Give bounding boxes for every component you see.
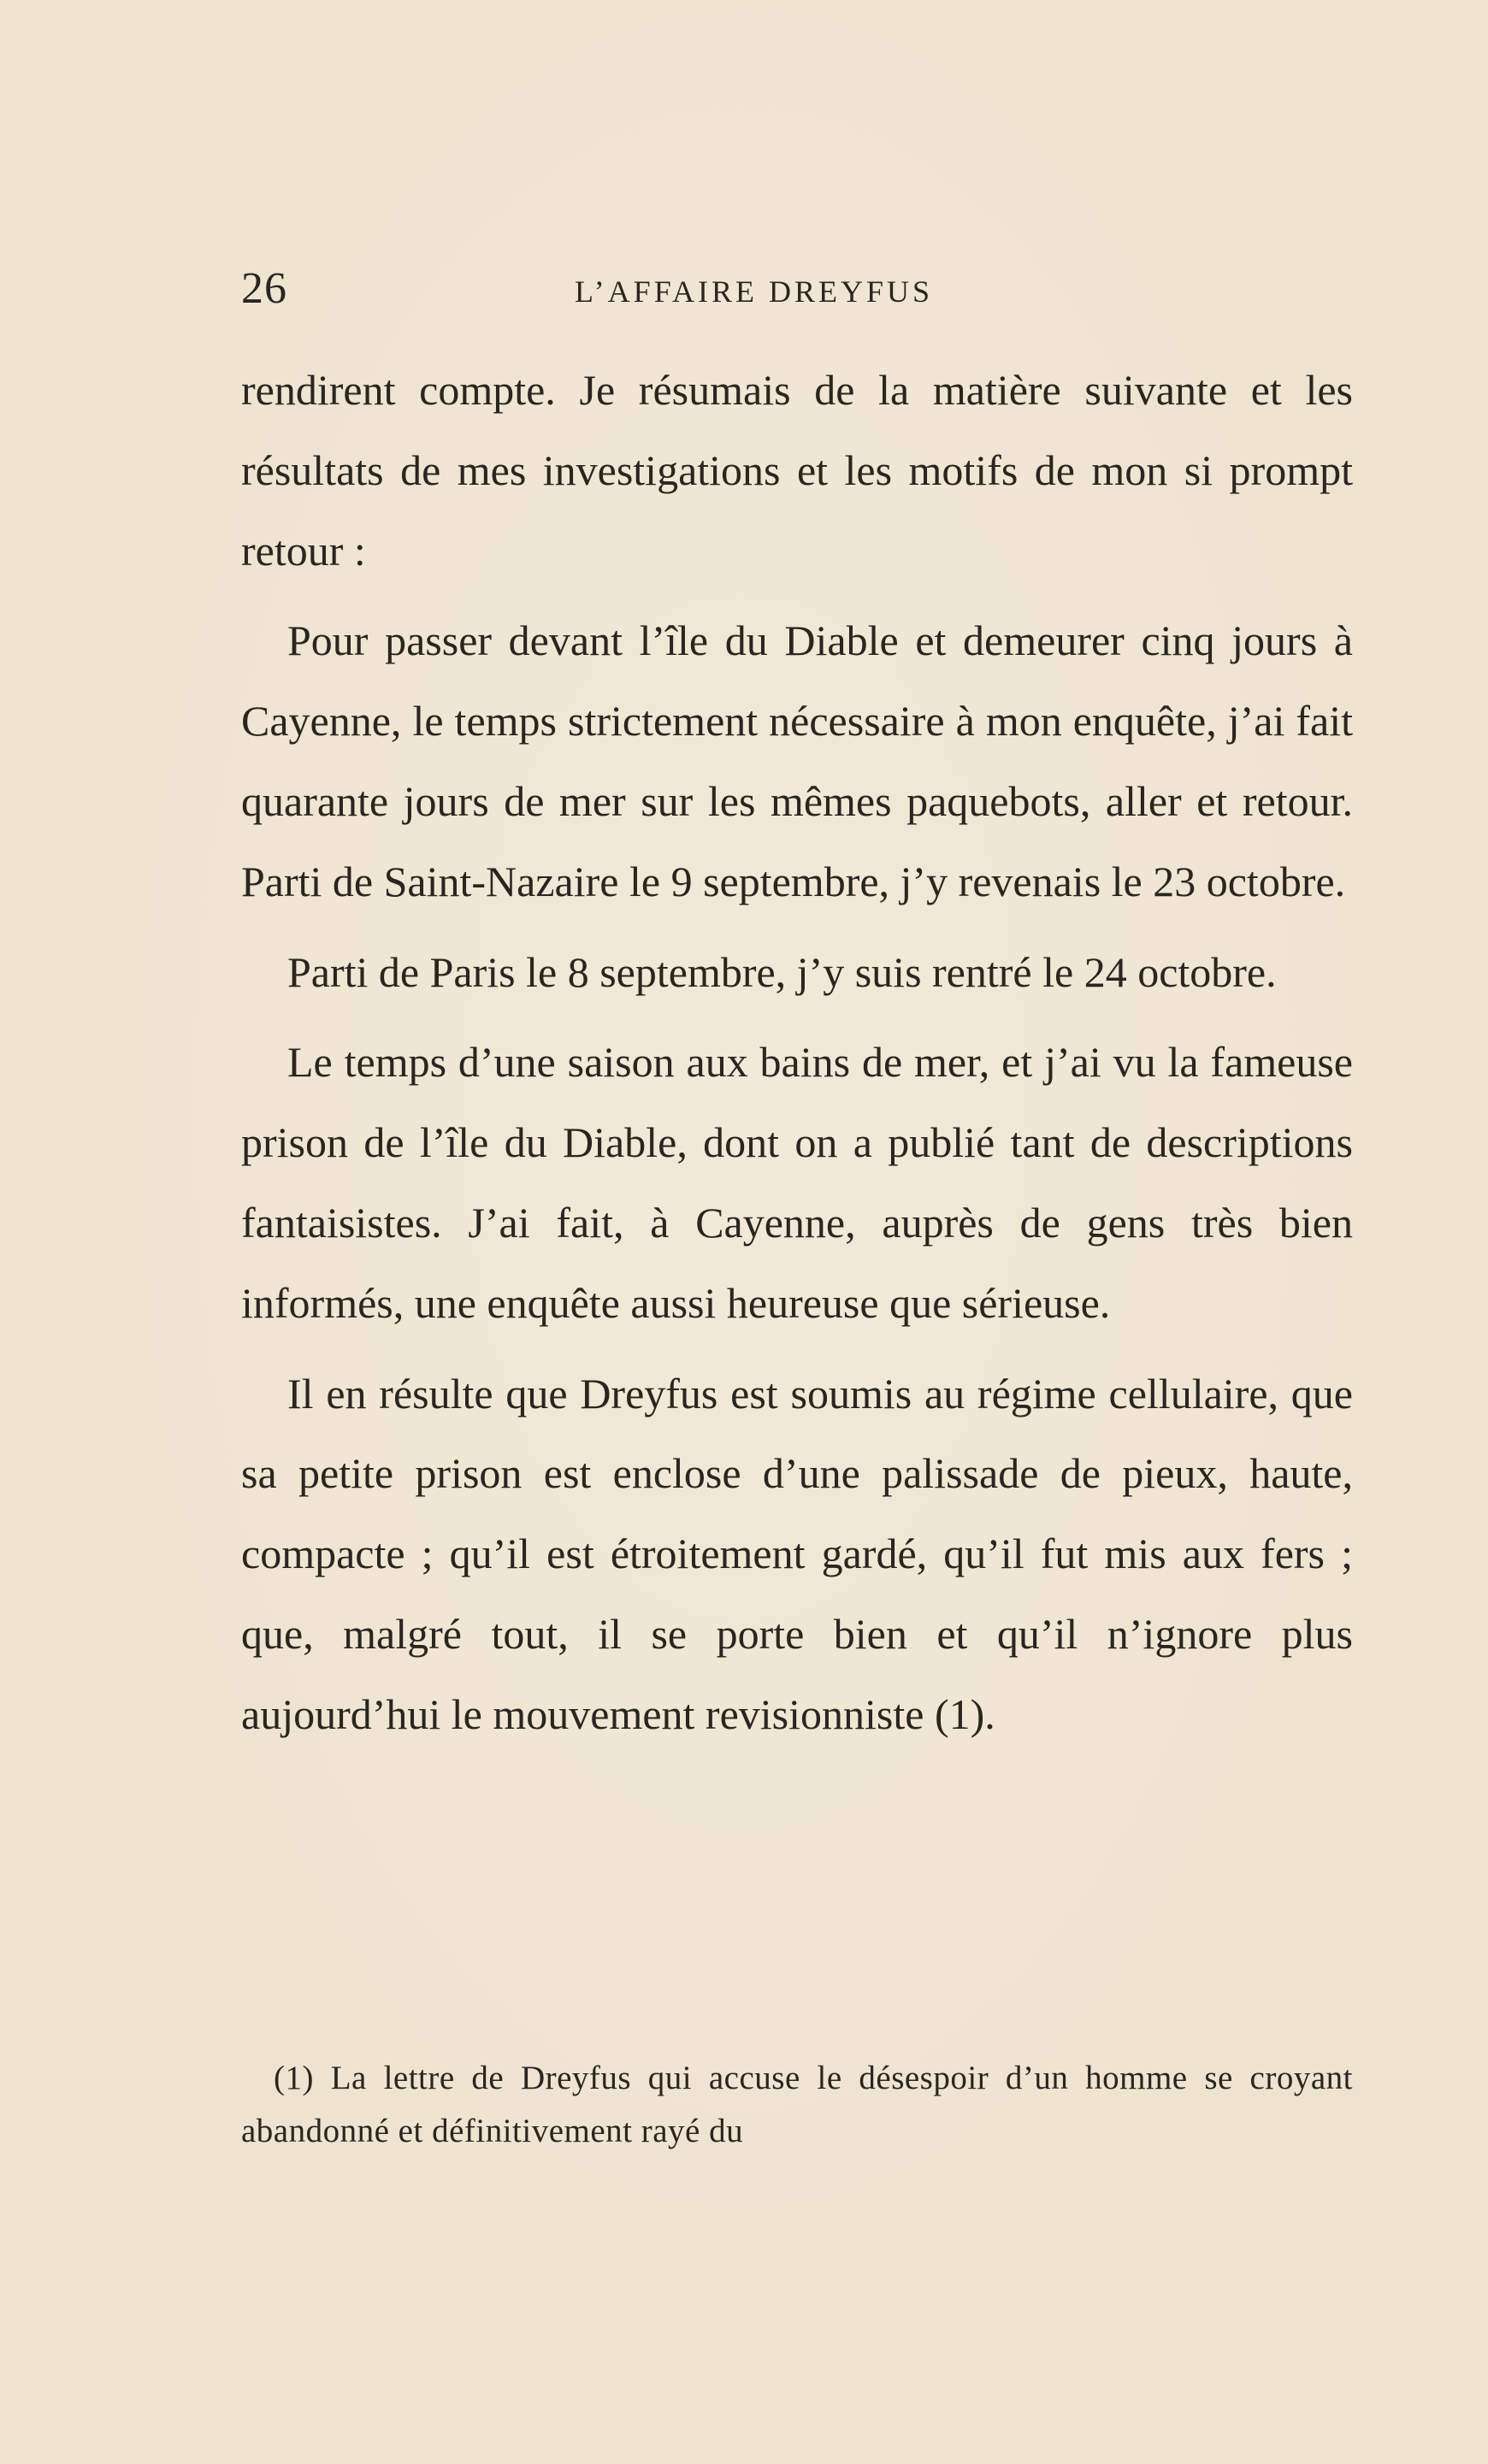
page-number: 26 [241, 264, 287, 313]
footnote: (1) La lettre de Dreyfus qui accuse le désespoir d’un homme se croyant abandonné et définitivement rayé du [241, 2060, 1353, 2149]
paragraph: Il en résulte que Dreyfus est soumis au régime cellulaire, que sa petite prison est enclose d’une palissade de pieux, haute, compacte ; qu’il est étroitement gardé, qu’il fut mis aux fers ; que, malgré tout, il se porte bien et qu’il n’ignore plus aujourd’hui le mouvement revisionniste (1). [241, 1369, 1353, 1738]
running-title: L’AFFAIRE DREYFUS [575, 274, 934, 309]
page-header [241, 263, 1353, 315]
paragraph: Parti de Paris le 8 septembre, j’y suis rentré le 24 octobre. [287, 947, 1277, 996]
paragraph: Pour passer devant l’île du Diable et demeurer cinq jours à Cayenne, le temps strictement nécessaire à mon enquête, j’ai fait quarante jours de mer sur les mêmes paquebots, aller et retour. Parti de Saint-Nazaire le 9 septembre, j’y revenais le 23 octobre. [241, 616, 1353, 905]
paragraph-continuation: rendirent compte. Je résumais de la matière suivante et les résultats de mes investigations et les motifs de mon si prompt retour : [241, 366, 1353, 575]
paragraph: Le temps d’une saison aux bains de mer, et j’ai vu la fameuse prison de l’île du Diable, dont on a publié tant de descriptions fantaisistes. J’ai fait, à Cayenne, auprès de gens très bien informés, une enquête aussi heureuse que sérieuse. [241, 1038, 1353, 1327]
body-text [241, 351, 1353, 1755]
